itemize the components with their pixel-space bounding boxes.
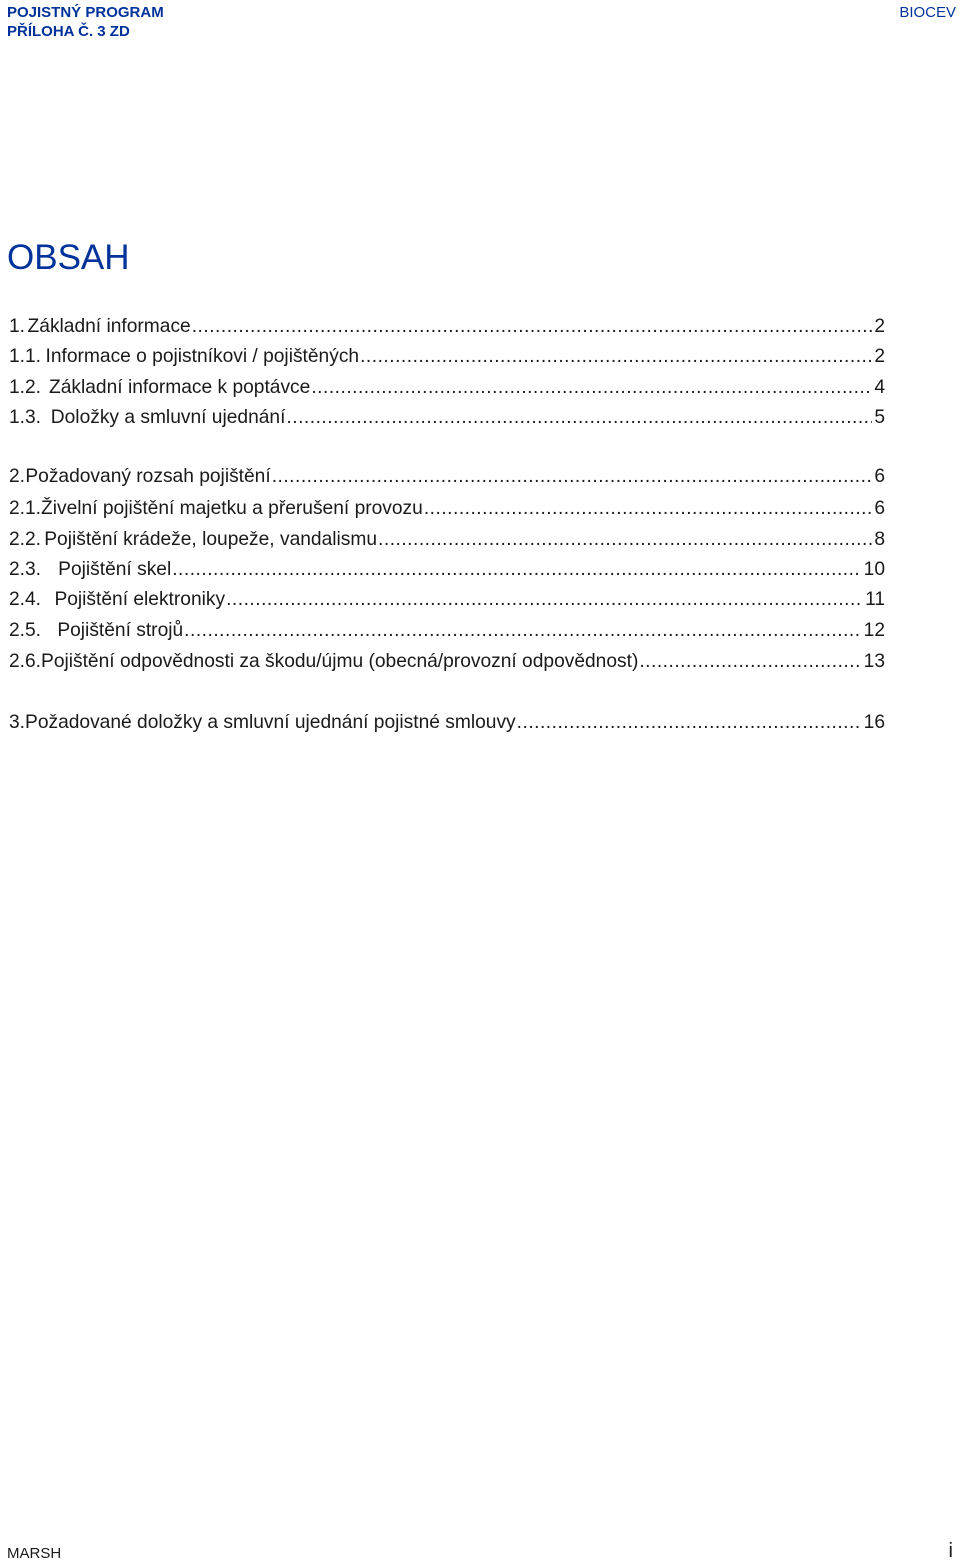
toc-entry-number: 1.3. [9,407,42,428]
toc-entry-page: 11 [865,589,885,610]
toc-entry-number: 1. [9,316,26,337]
toc-leader-dots [272,465,873,489]
header-program-title: POJISTNÝ PROGRAM [7,4,164,21]
toc-leader-dots [286,406,872,430]
toc-entry-text: Pojištění krádeže, loupeže, vandalismu [44,529,378,550]
toc-entry-number: 3. [9,712,26,733]
toc-entry-text: Doložky a smluvní ujednání [50,407,286,428]
toc-leader-dots [517,711,862,735]
toc-entry-number: 1.2. [9,377,42,398]
toc-entry-page: 4 [874,377,885,398]
toc-entry-text: Živelní pojištění majetku a přerušení provozu [41,498,423,519]
toc-entry[interactable] [9,528,885,552]
toc-entry-text: Pojištění strojů [57,620,184,641]
toc-entry[interactable] [9,558,885,582]
toc-entry-text: Požadované doložky a smluvní ujednání pojistné smlouvy [25,712,516,733]
toc-entry-number: 2.6. [9,651,42,672]
toc-entry-text: Pojištění elektroniky [54,589,226,610]
toc-leader-dots [378,528,872,552]
toc-entry-page: 2 [874,316,885,337]
toc-entry-page: 12 [863,620,885,641]
toc-entry-number: 2.1. [9,498,42,519]
toc-entry-text: Základní informace [27,316,191,337]
toc-entry-page: 6 [874,466,885,487]
toc-entry-number: 1.1. [9,346,42,367]
toc-leader-dots [311,376,872,400]
toc-entry-text: Požadovaný rozsah pojištění [25,466,271,487]
header-client-name: BIOCEV [899,4,956,21]
toc-entry-page: 6 [874,498,885,519]
toc-leader-dots [226,588,863,612]
toc-entry-page: 13 [863,651,885,672]
toc-entry[interactable] [9,711,885,735]
toc-entry-text: Informace o pojistníkovi / pojištěných [45,346,360,367]
toc-entry-page: 16 [863,712,885,733]
toc-entry[interactable] [9,619,885,643]
toc-entry-page: 5 [874,407,885,428]
toc-entry[interactable] [9,465,885,489]
toc-entry-text: Pojištění odpovědnosti za škodu/újmu (obecná/provozní odpovědnost) [41,651,639,672]
toc-entry-page: 8 [874,529,885,550]
toc-entry-page: 10 [863,559,885,580]
toc-entry-number: 2.3. [9,559,42,580]
toc-leader-dots [424,497,873,521]
toc-title: OBSAH [7,238,130,277]
toc-entry-page: 2 [874,346,885,367]
toc-entry-number: 2.5. [9,620,42,641]
toc-leader-dots [360,345,872,369]
header-attachment-label: PŘÍLOHA Č. 3 ZD [7,23,130,40]
toc-entry[interactable] [9,376,885,400]
header-program-block [7,3,164,41]
toc-leader-dots [184,619,861,643]
toc-entry-number: 2.4. [9,589,42,610]
toc-entry[interactable] [9,588,885,612]
toc-leader-dots [172,558,861,582]
footer-company-name: MARSH [7,1545,62,1562]
toc-entry[interactable] [9,497,885,521]
toc-leader-dots [192,315,873,339]
toc-entry[interactable] [9,650,885,674]
toc-entry-number: 2. [9,466,26,487]
footer-page-number: i [948,1540,953,1562]
toc-entry-text: Základní informace k poptávce [49,377,311,398]
toc-entry[interactable] [9,315,885,339]
toc-entry-text: Pojištění skel [58,559,172,580]
toc-entry-number: 2.2. [9,529,42,550]
toc-entry[interactable] [9,406,885,430]
toc-leader-dots [639,650,861,674]
toc-entry[interactable] [9,345,885,369]
